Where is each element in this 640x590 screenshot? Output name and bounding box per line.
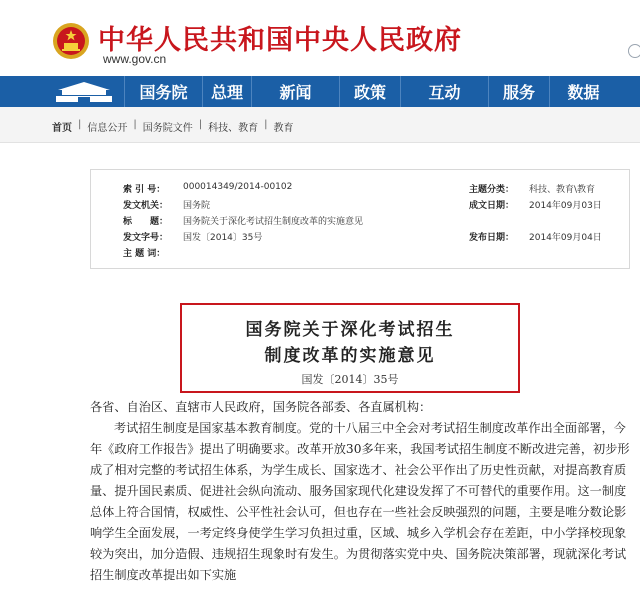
- breadcrumb-separator: |: [133, 119, 137, 130]
- nav-item-xinwen[interactable]: 新闻: [251, 76, 339, 107]
- created-date-label: 成文日期：: [469, 201, 515, 211]
- subject-words-label: 主 题 词：: [123, 249, 166, 259]
- breadcrumb-item[interactable]: 信息公开: [87, 123, 128, 134]
- site-url[interactable]: www.gov.cn: [103, 52, 167, 66]
- doc-number-label: 发文字号：: [123, 233, 169, 243]
- breadcrumb-item[interactable]: 教育: [273, 123, 294, 134]
- issuer-value: 国务院: [183, 201, 211, 211]
- index-value: 000014349/2014-00102: [183, 182, 293, 192]
- document-title-card: [180, 303, 520, 393]
- search-icon[interactable]: [628, 44, 640, 58]
- title-label: 标 题：: [123, 217, 169, 227]
- created-date-value: 2014年09月03日: [529, 201, 602, 211]
- site-title[interactable]: 中华人民共和国中央人民政府: [98, 25, 462, 56]
- published-date-value: 2014年09月04日: [529, 233, 602, 243]
- site-header: [0, 0, 640, 76]
- document-metadata: [90, 169, 630, 269]
- published-date-label: 发布日期：: [469, 233, 515, 243]
- breadcrumb-home[interactable]: 首页: [52, 123, 72, 134]
- breadcrumb-separator: |: [264, 119, 268, 130]
- breadcrumb-item[interactable]: 国务院文件: [142, 123, 193, 134]
- nav-item-zongli[interactable]: 总理: [202, 76, 251, 107]
- nav-item-zhengce[interactable]: 政策: [339, 76, 400, 107]
- category-label: 主题分类：: [469, 185, 515, 195]
- salutation: 各省、自治区、直辖市人民政府，国务院各部委、各直属机构：: [90, 400, 432, 414]
- document-title-line-1: 国务院关于深化考试招生: [245, 320, 455, 340]
- breadcrumb-item[interactable]: 科技、教育: [208, 123, 259, 134]
- category-value: 科技、教育\教育: [529, 185, 596, 195]
- breadcrumb: [52, 119, 294, 134]
- national-emblem-icon[interactable]: [52, 21, 90, 61]
- tiananmen-logo-icon: [48, 79, 120, 105]
- nav-item-guowuyuan[interactable]: 国务院: [124, 76, 202, 107]
- document-number: 国发〔2014〕35号: [301, 373, 399, 386]
- nav-item-hudong[interactable]: 互动: [400, 76, 488, 107]
- document-body: [90, 397, 630, 586]
- breadcrumb-bar: [0, 107, 640, 143]
- main-nav: [0, 76, 640, 107]
- document-title-line-2: 制度改革的实施意见: [264, 346, 436, 366]
- nav-item-fuwu[interactable]: 服务: [488, 76, 549, 107]
- breadcrumb-separator: |: [78, 119, 82, 130]
- index-label: 索 引 号：: [123, 185, 166, 195]
- nav-item-shuju[interactable]: 数据: [549, 76, 617, 107]
- breadcrumb-separator: |: [198, 119, 203, 130]
- doc-number-value: 国发〔2014〕35号: [183, 233, 263, 243]
- body-paragraph: 考试招生制度是国家基本教育制度。党的十八届三中全会对考试招生制度改革作出全面部署，今年《政府工作报告》提出了明确要求。改革开放30多年来，我国考试招生制度不断改进完善，初步形成了相对完整的考试招生体系，为学生成长、国家选才、社会公平作出了历史性贡献，对提高教育质量、提升国民素质、促进社会纵向流动、服务国家现代化建设发挥了不可替代的重要作用。这一制度总体上符合国情，权威性、公平性社会认可，但也存在一些社会反映强烈的问题，主要是唯分数论影响学生全面发展，一考定终身使学生学习负担过重，区域、城乡入学机会存在差距，中小学择校现象较为突出，加分造假、违规招生现象时有发生。为贯彻落实党中央、国务院决策部署，现就深化考试招生制度改革提出如下实施: [90, 421, 630, 582]
- title-value: 国务院关于深化考试招生制度改革的实施意见: [183, 217, 364, 227]
- issuer-label: 发文机关：: [123, 201, 169, 211]
